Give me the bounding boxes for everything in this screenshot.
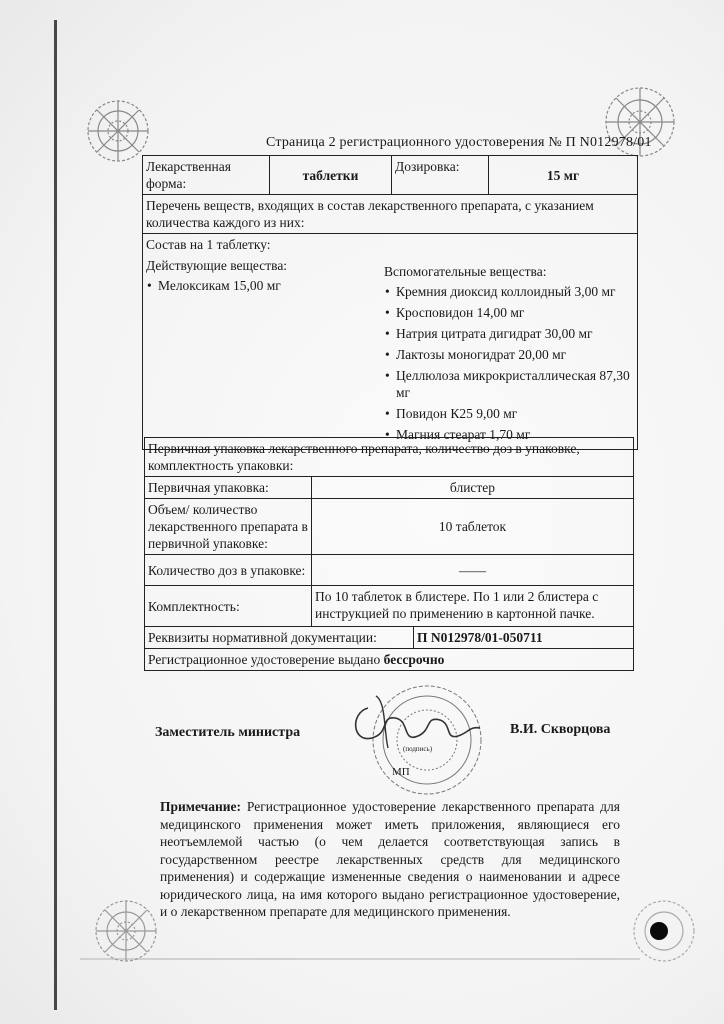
packaging-heading-row	[145, 438, 634, 477]
page-header: Страница 2 регистрационного удостоверения № П N012978/01	[266, 135, 652, 150]
issued-value: бессрочно	[383, 652, 445, 667]
composition-table	[142, 155, 638, 450]
list-item: • Магния стеарат 1,70 мг	[384, 426, 634, 443]
form-label: Лекарственная форма:	[143, 156, 270, 195]
note-paragraph	[160, 798, 620, 921]
issued-row	[145, 649, 634, 671]
scan-edge-line	[54, 20, 57, 1010]
dosage-label: Дозировка:	[392, 156, 489, 195]
excipients-column	[384, 257, 634, 447]
volume-value: 10 таблеток	[312, 499, 634, 555]
primary-label: Первичная упаковка:	[145, 477, 312, 499]
list-item: • Целлюлоза микрокристаллическая 87,30 мг	[384, 367, 634, 401]
composition-body	[143, 234, 638, 450]
primary-value: блистер	[312, 477, 634, 499]
list-item: • Лактозы моногидрат 20,00 мг	[384, 346, 634, 363]
docs-value: П N012978/01-050711	[413, 627, 633, 649]
active-column	[146, 257, 384, 447]
signer-position: Заместитель министра	[155, 725, 301, 740]
list-item: • Повидон К25 9,00 мг	[384, 405, 634, 422]
list-item: • Мелоксикам 15,00 мг	[146, 277, 384, 294]
dosage-value: 15 мг	[489, 156, 638, 195]
docs-label: Реквизиты нормативной документации:	[145, 627, 414, 649]
excipients-heading: Вспомогательные вещества:	[384, 264, 547, 279]
completeness-row	[145, 586, 634, 627]
doses-row	[145, 555, 634, 586]
form-value: таблетки	[270, 156, 392, 195]
composition-columns	[146, 257, 634, 447]
signer-name: В.И. Скворцова	[510, 722, 611, 737]
corner-rosette-bottom-left	[90, 895, 162, 967]
active-list	[146, 277, 384, 294]
note-text: Регистрационное удостоверение лекарственного препарата для медицинского применения может иметь приложения, являющиеся его неотъемлемой частью (о чем делается соответствующая запись в государственном реестре лекарственных средств для медицинского применения) и содержащие измененные сведения о наименовании и адресе юридического лица, на имя которого выдано регистрационное удостоверение, и о лекарственном препарате для медицинского применения.	[160, 799, 621, 919]
primary-row	[145, 477, 634, 499]
composition-heading: Перечень веществ, входящих в состав лекарственного препарата, с указанием количества каждого из них:	[143, 195, 638, 234]
doses-label: Количество доз в упаковке:	[145, 555, 312, 586]
doses-value: ——	[312, 555, 634, 586]
composition-heading-row	[143, 195, 638, 234]
note-label: Примечание:	[160, 799, 242, 814]
packaging-heading: Первичная упаковка лекарственного препарата, количество доз в упаковке, комплектность упаковки:	[145, 438, 634, 477]
signature-caption: (подпись)	[403, 745, 433, 753]
packaging-table	[144, 437, 634, 671]
completeness-label: Комплектность:	[145, 586, 312, 627]
docs-row	[145, 627, 634, 649]
excipients-list	[384, 283, 634, 443]
volume-row	[145, 499, 634, 555]
form-row	[143, 156, 638, 195]
active-heading: Действующие вещества:	[146, 258, 288, 273]
list-item: • Кросповидон 14,00 мг	[384, 304, 634, 321]
volume-label: Объем/ количество лекарственного препарата в первичной упаковке:	[145, 499, 312, 555]
list-item: • Натрия цитрата дигидрат 30,00 мг	[384, 325, 634, 342]
stamp-place-label: МП	[392, 766, 410, 778]
per-tablet-label: Состав на 1 таблетку:	[146, 237, 271, 252]
composition-body-row	[143, 234, 638, 450]
issued-text: Регистрационное удостоверение выдано	[148, 652, 381, 667]
black-dot-mark	[650, 922, 668, 940]
bottom-border-line	[80, 958, 640, 960]
completeness-value: По 10 таблеток в блистере. По 1 или 2 блистера с инструкцией по применению в картонной пачке.	[312, 586, 634, 627]
list-item: • Кремния диоксид коллоидный 3,00 мг	[384, 283, 634, 300]
issued-cell	[145, 649, 634, 671]
